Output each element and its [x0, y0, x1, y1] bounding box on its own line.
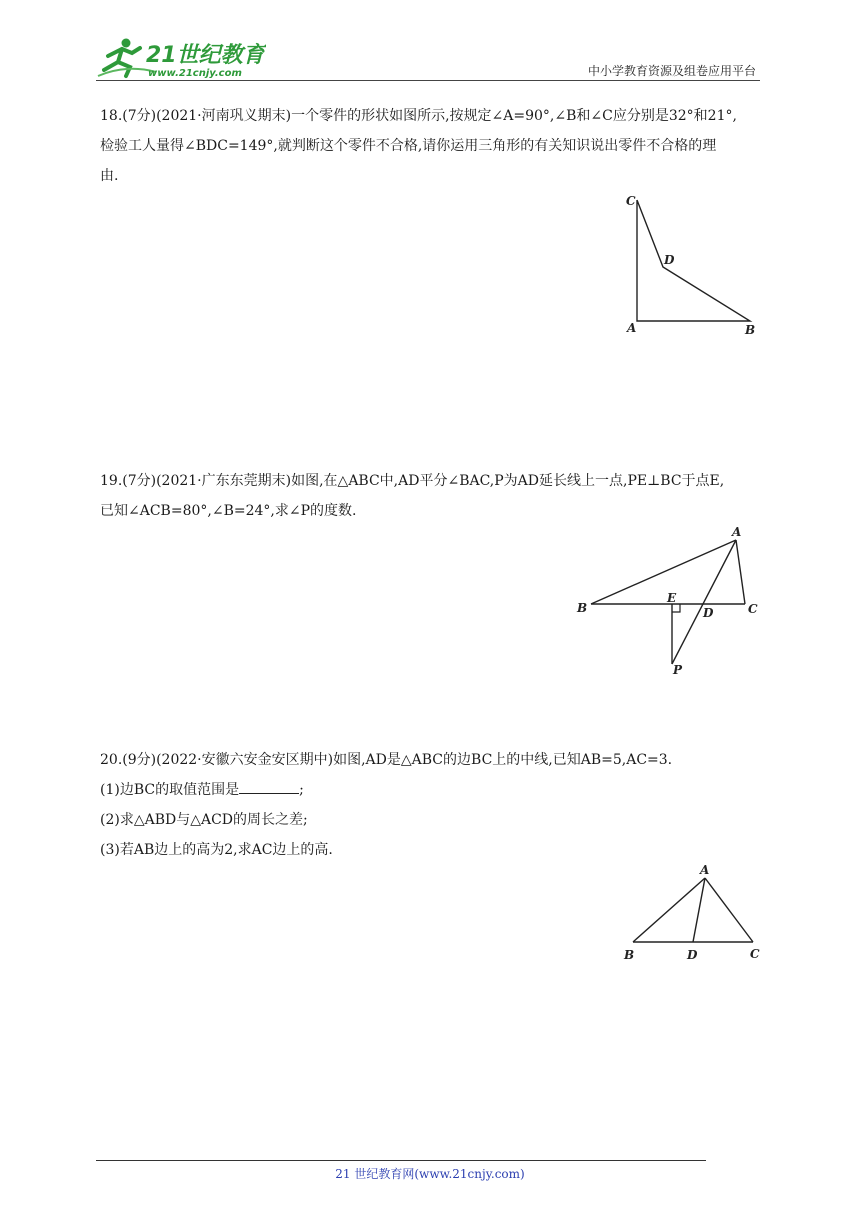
q19-label-c: C	[748, 602, 758, 616]
q19-figure	[570, 522, 770, 682]
logo-text: 21世纪教育	[146, 43, 265, 68]
q20-label-b: B	[624, 948, 635, 962]
q18-line-1: 18.(7分)(2021·河南巩义期末)一个零件的形状如图所示,按规定∠A=90°,∠B和∠C应分别是32°和21°,	[100, 108, 737, 124]
q19-label-p: P	[673, 663, 683, 677]
q18-line-3: 由.	[100, 168, 119, 184]
q20-part-1	[100, 775, 765, 805]
q20-figure	[615, 860, 775, 970]
q20-part-2: (2)求△ABD与△ACD的周长之差;	[100, 812, 308, 828]
question-20	[100, 745, 765, 865]
q20-part-1-prefix: (1)边BC的取值范围是	[100, 782, 240, 798]
footer-link[interactable]: 21 世纪教育网(www.21cnjy.com)	[335, 1167, 525, 1181]
q18-line-2: 检验工人量得∠BDC=149°,就判断这个零件不合格,请你运用三角形的有关知识说出零件不合格的理	[100, 138, 717, 154]
logo-url: www.21cnjy.com	[148, 68, 242, 79]
question-19	[100, 466, 765, 526]
q18-figure-shape	[637, 200, 750, 321]
q19-segment-ba	[591, 540, 736, 604]
q20-label-a: A	[700, 863, 710, 877]
q20-answer-blank[interactable]	[239, 781, 299, 794]
q18-label-a: A	[627, 321, 637, 335]
q18-label-c: C	[626, 194, 636, 208]
q19-label-a: A	[732, 525, 742, 539]
q20-label-d: D	[687, 948, 698, 962]
q19-label-d: D	[703, 606, 714, 620]
q20-part-1-suffix: ;	[299, 782, 304, 798]
site-logo	[96, 34, 266, 80]
q19-segment-ac	[736, 540, 745, 604]
q19-line-2: 已知∠ACB=80°,∠B=24°,求∠P的度数.	[100, 503, 357, 519]
q20-segment-ac	[705, 878, 753, 942]
header-divider	[96, 80, 760, 81]
q18-figure	[615, 190, 775, 345]
q19-right-angle-mark	[672, 604, 680, 612]
q20-label-c: C	[750, 947, 760, 961]
header-platform-text: 中小学教育资源及组卷应用平台	[587, 64, 756, 78]
q20-part-3: (3)若AB边上的高为2,求AC边上的高.	[100, 842, 333, 858]
q19-line-1: 19.(7分)(2021·广东东莞期末)如图,在△ABC中,AD平分∠BAC,P为AD延长线上一点,PE⊥BC于点E,	[100, 473, 725, 489]
q19-label-b: B	[577, 601, 588, 615]
q19-label-e: E	[667, 591, 677, 605]
q19-segment-ap	[672, 540, 736, 664]
q18-label-d: D	[664, 253, 675, 267]
q20-line-1: 20.(9分)(2022·安徽六安金安区期中)如图,AD是△ABC的边BC上的中线,已知AB=5,AC=3.	[100, 752, 673, 768]
q18-label-b: B	[745, 323, 756, 337]
question-18	[100, 101, 765, 191]
footer-divider	[96, 1160, 706, 1161]
